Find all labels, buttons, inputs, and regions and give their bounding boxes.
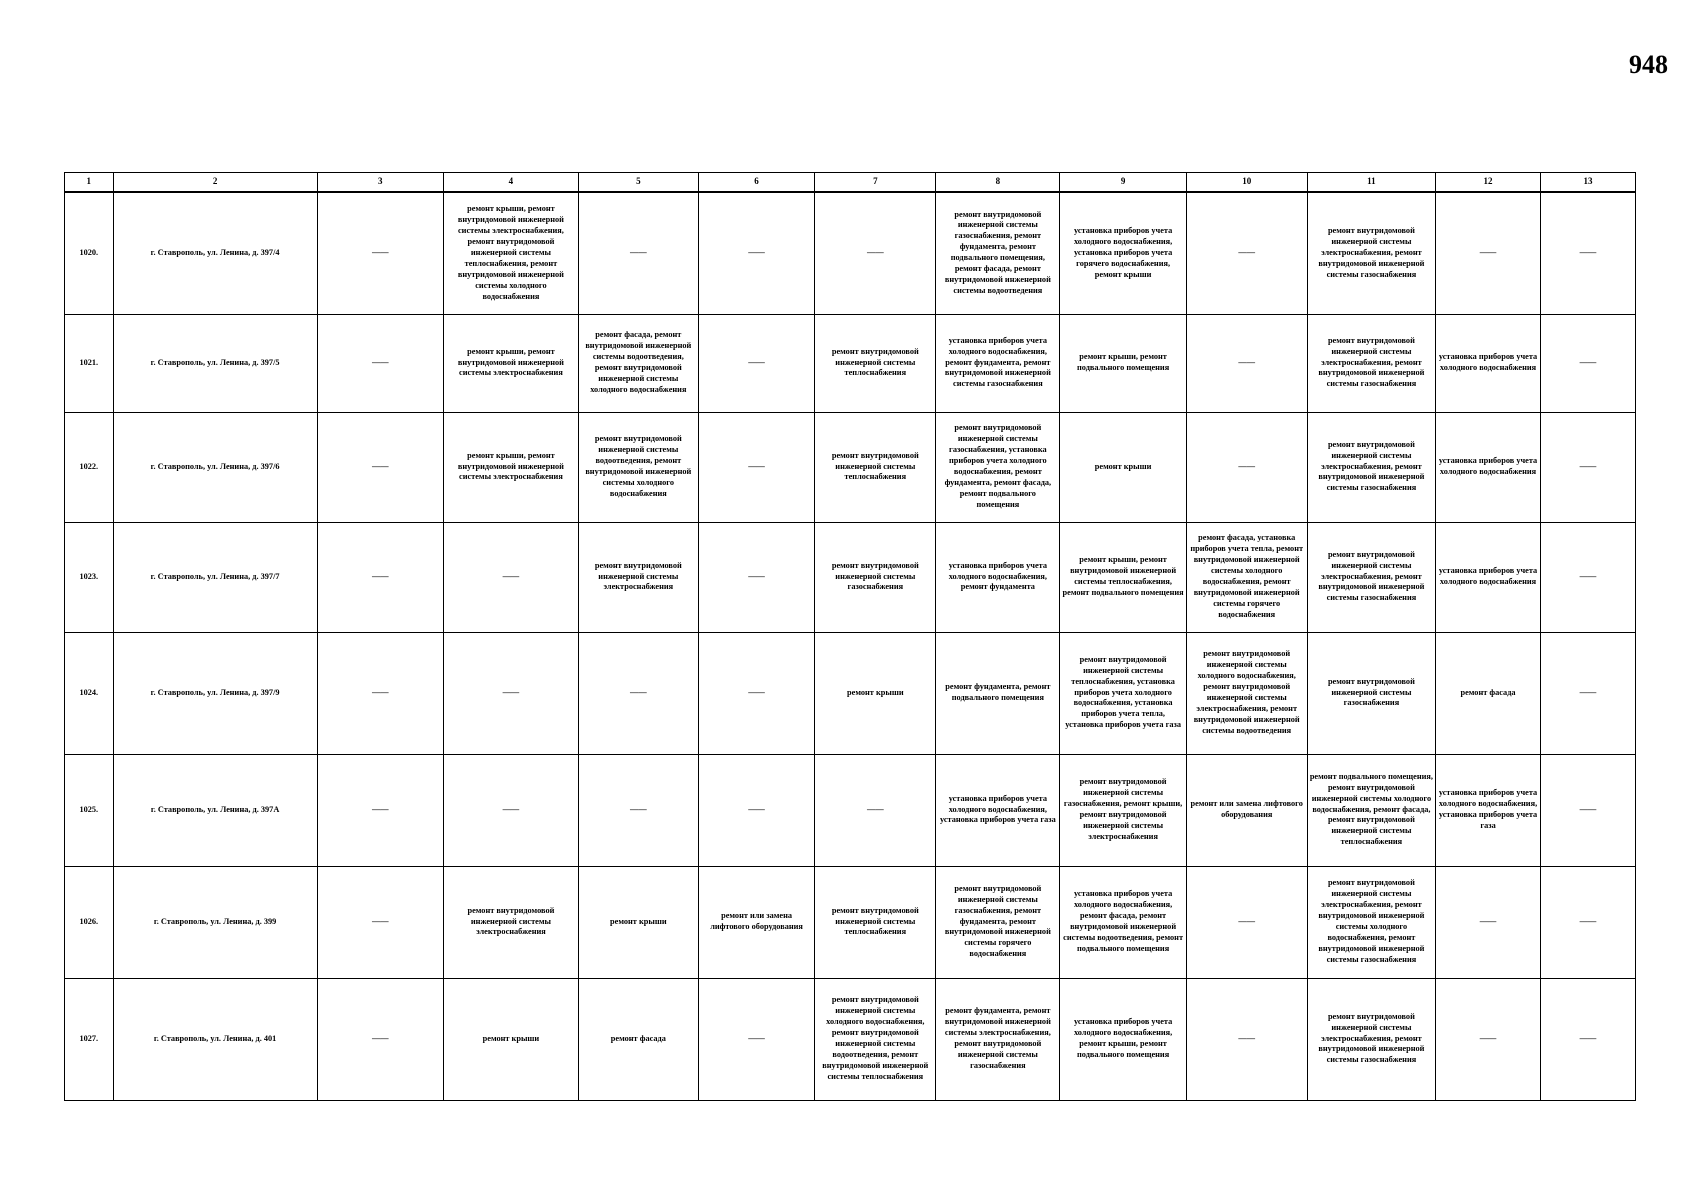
table-cell: —— — [317, 192, 443, 314]
table-cell: ремонт крыши, ремонт внутридомовой инженерной системы электроснабжения — [443, 314, 578, 412]
table-cell: —— — [578, 192, 698, 314]
page-number: 948 — [1629, 50, 1668, 79]
table-cell: ремонт внутридомовой инженерной системы теплоснабжения, установка приборов учета холодного водоснабжения, установка приборов учета тепла, установка приборов учета газа — [1060, 632, 1186, 754]
column-number: 10 — [1186, 173, 1307, 193]
table-cell: ремонт внутридомовой инженерной системы газоснабжения — [1307, 632, 1435, 754]
table-cell: —— — [443, 754, 578, 866]
row-number: 1020. — [65, 192, 114, 314]
table-cell: ремонт внутридомовой инженерной системы газоснабжения, ремонт фундамента, ремонт внутридомовой инженерной системы горячего водоснабжения — [936, 866, 1060, 978]
table-cell: —— — [1186, 412, 1307, 522]
table-cell: ремонт внутридомовой инженерной системы электроснабжения — [578, 522, 698, 632]
column-number: 12 — [1436, 173, 1541, 193]
table-cell: —— — [698, 412, 815, 522]
table-row — [65, 978, 1636, 1100]
table-cell: —— — [1540, 866, 1635, 978]
table-cell: —— — [1186, 314, 1307, 412]
table-cell: ремонт фасада — [578, 978, 698, 1100]
column-number: 6 — [698, 173, 815, 193]
table-cell: —— — [443, 522, 578, 632]
table-cell: —— — [317, 754, 443, 866]
table-cell: —— — [1436, 866, 1541, 978]
table-cell: ремонт крыши — [1060, 412, 1186, 522]
table-cell: ремонт внутридомовой инженерной системы электроснабжения, ремонт внутридомовой инженерной системы газоснабжения — [1307, 314, 1435, 412]
column-number: 5 — [578, 173, 698, 193]
table-cell: ремонт внутридомовой инженерной системы электроснабжения, ремонт внутридомовой инженерной системы газоснабжения — [1307, 192, 1435, 314]
table-cell: —— — [1540, 522, 1635, 632]
table-cell: ремонт внутридомовой инженерной системы газоснабжения, ремонт крыши, ремонт внутридомовой инженерной системы электроснабжения — [1060, 754, 1186, 866]
table-cell: ремонт внутридомовой инженерной системы газоснабжения, установка приборов учета холодного водоснабжения, ремонт фундамента, ремонт фасада, ремонт подвального помещения — [936, 412, 1060, 522]
table-cell: ремонт крыши, ремонт подвального помещения — [1060, 314, 1186, 412]
row-number: 1023. — [65, 522, 114, 632]
row-number: 1027. — [65, 978, 114, 1100]
table-cell: —— — [1186, 978, 1307, 1100]
table-cell: —— — [317, 314, 443, 412]
table-cell: —— — [698, 754, 815, 866]
table-cell: ремонт крыши — [815, 632, 936, 754]
table-row — [65, 522, 1636, 632]
table-cell: ремонт фасада — [1436, 632, 1541, 754]
table-cell: —— — [1540, 754, 1635, 866]
column-number: 13 — [1540, 173, 1635, 193]
table-cell: —— — [317, 412, 443, 522]
table-cell: ремонт подвального помещения, ремонт внутридомовой инженерной системы холодного водоснабжения, ремонт фасада, ремонт внутридомовой инженерной системы теплоснабжения — [1307, 754, 1435, 866]
table-cell: ремонт крыши — [578, 866, 698, 978]
table-cell: —— — [1540, 412, 1635, 522]
table-cell: —— — [1540, 978, 1635, 1100]
table-cell: ремонт внутридомовой инженерной системы газоснабжения, ремонт фундамента, ремонт подвального помещения, ремонт фасада, ремонт внутридомовой инженерной системы водоотведения — [936, 192, 1060, 314]
table-cell: установка приборов учета холодного водоснабжения, ремонт фасада, ремонт внутридомовой инженерной системы водоотведения, ремонт подвального помещения — [1060, 866, 1186, 978]
table-cell: ремонт крыши — [443, 978, 578, 1100]
table-cell: ремонт фундамента, ремонт подвального помещения — [936, 632, 1060, 754]
table-cell: —— — [578, 632, 698, 754]
table-row — [65, 412, 1636, 522]
table-cell: ремонт крыши, ремонт внутридомовой инженерной системы теплоснабжения, ремонт подвального помещения — [1060, 522, 1186, 632]
table-cell: —— — [1436, 978, 1541, 1100]
row-number: 1022. — [65, 412, 114, 522]
table-cell: ремонт внутридомовой инженерной системы водоотведения, ремонт внутридомовой инженерной системы холодного водоснабжения — [578, 412, 698, 522]
table-cell: ремонт фасада, установка приборов учета тепла, ремонт внутридомовой инженерной системы холодного водоснабжения, ремонт внутридомовой инженерной системы горячего водоснабжения — [1186, 522, 1307, 632]
table-cell: —— — [317, 522, 443, 632]
column-number: 7 — [815, 173, 936, 193]
address-cell: г. Ставрополь, ул. Ленина, д. 399 — [113, 866, 317, 978]
row-number: 1026. — [65, 866, 114, 978]
table-cell: —— — [443, 632, 578, 754]
table-cell: установка приборов учета холодного водоснабжения, ремонт крыши, ремонт подвального помещения — [1060, 978, 1186, 1100]
table-cell: установка приборов учета холодного водоснабжения, установка приборов учета газа — [936, 754, 1060, 866]
table-cell: ремонт фундамента, ремонт внутридомовой инженерной системы электроснабжения, ремонт внутридомовой инженерной системы газоснабжения — [936, 978, 1060, 1100]
column-number: 9 — [1060, 173, 1186, 193]
table-cell: ремонт внутридомовой инженерной системы теплоснабжения — [815, 314, 936, 412]
table-cell: установка приборов учета холодного водоснабжения — [1436, 412, 1541, 522]
column-number: 4 — [443, 173, 578, 193]
column-number: 11 — [1307, 173, 1435, 193]
address-cell: г. Ставрополь, ул. Ленина, д. 401 — [113, 978, 317, 1100]
table-cell: —— — [815, 192, 936, 314]
table-cell: установка приборов учета холодного водоснабжения — [1436, 522, 1541, 632]
table-cell: —— — [317, 632, 443, 754]
table-cell: —— — [698, 522, 815, 632]
table-cell: ремонт внутридомовой инженерной системы холодного водоснабжения, ремонт внутридомовой инженерной системы электроснабжения, ремонт внутридомовой инженерной системы водоотведения — [1186, 632, 1307, 754]
table-cell: —— — [317, 978, 443, 1100]
table-cell: ремонт внутридомовой инженерной системы электроснабжения — [443, 866, 578, 978]
table-row — [65, 866, 1636, 978]
table-cell: ремонт внутридомовой инженерной системы теплоснабжения — [815, 866, 936, 978]
table-cell: —— — [1540, 632, 1635, 754]
table-cell: —— — [698, 978, 815, 1100]
table-cell: —— — [698, 192, 815, 314]
table-cell: установка приборов учета холодного водоснабжения — [1436, 314, 1541, 412]
address-cell: г. Ставрополь, ул. Ленина, д. 397/7 — [113, 522, 317, 632]
column-number-row — [65, 173, 1636, 193]
table-cell: ремонт внутридомовой инженерной системы электроснабжения, ремонт внутридомовой инженерной системы холодного водоснабжения, ремонт внутридомовой инженерной системы газоснабжения — [1307, 866, 1435, 978]
table-cell: —— — [1436, 192, 1541, 314]
table-cell: —— — [815, 754, 936, 866]
table-cell: ремонт внутридомовой инженерной системы электроснабжения, ремонт внутридомовой инженерной системы газоснабжения — [1307, 978, 1435, 1100]
table-cell: —— — [1186, 866, 1307, 978]
table-row — [65, 754, 1636, 866]
address-cell: г. Ставрополь, ул. Ленина, д. 397/5 — [113, 314, 317, 412]
table-cell: ремонт внутридомовой инженерной системы электроснабжения, ремонт внутридомовой инженерной системы газоснабжения — [1307, 412, 1435, 522]
table-cell: ремонт или замена лифтового оборудования — [1186, 754, 1307, 866]
table-cell: —— — [1186, 192, 1307, 314]
row-number: 1025. — [65, 754, 114, 866]
row-number: 1021. — [65, 314, 114, 412]
address-cell: г. Ставрополь, ул. Ленина, д. 397/6 — [113, 412, 317, 522]
table-cell: ремонт крыши, ремонт внутридомовой инженерной системы электроснабжения, ремонт внутридомовой инженерной системы теплоснабжения, ремонт внутридомовой инженерной системы холодного водоснабжения — [443, 192, 578, 314]
table-row — [65, 192, 1636, 314]
table-cell: —— — [578, 754, 698, 866]
table-cell: ремонт внутридомовой инженерной системы газоснабжения — [815, 522, 936, 632]
table-cell: ремонт внутридомовой инженерной системы холодного водоснабжения, ремонт внутридомовой инженерной системы водоотведения, ремонт внутридомовой инженерной системы теплоснабжения — [815, 978, 936, 1100]
column-number: 3 — [317, 173, 443, 193]
column-number: 2 — [113, 173, 317, 193]
table-cell: —— — [1540, 314, 1635, 412]
table-cell: —— — [1540, 192, 1635, 314]
column-number: 1 — [65, 173, 114, 193]
repair-schedule-table — [64, 172, 1636, 1101]
table-cell: установка приборов учета холодного водоснабжения, установка приборов учета горячего водоснабжения, ремонт крыши — [1060, 192, 1186, 314]
table-cell: установка приборов учета холодного водоснабжения, ремонт фундамента — [936, 522, 1060, 632]
row-number: 1024. — [65, 632, 114, 754]
table-cell: установка приборов учета холодного водоснабжения, установка приборов учета газа — [1436, 754, 1541, 866]
address-cell: г. Ставрополь, ул. Ленина, д. 397/9 — [113, 632, 317, 754]
table-cell: ремонт фасада, ремонт внутридомовой инженерной системы водоотведения, ремонт внутридомовой инженерной системы холодного водоснабжения — [578, 314, 698, 412]
table-cell: установка приборов учета холодного водоснабжения, ремонт фундамента, ремонт внутридомовой инженерной системы газоснабжения — [936, 314, 1060, 412]
address-cell: г. Ставрополь, ул. Ленина, д. 397/4 — [113, 192, 317, 314]
table-row — [65, 314, 1636, 412]
table-cell: ремонт или замена лифтового оборудования — [698, 866, 815, 978]
table-row — [65, 632, 1636, 754]
column-number: 8 — [936, 173, 1060, 193]
table-cell: —— — [698, 314, 815, 412]
table-cell: ремонт внутридомовой инженерной системы электроснабжения, ремонт внутридомовой инженерной системы газоснабжения — [1307, 522, 1435, 632]
table-cell: ремонт крыши, ремонт внутридомовой инженерной системы электроснабжения — [443, 412, 578, 522]
address-cell: г. Ставрополь, ул. Ленина, д. 397А — [113, 754, 317, 866]
table-cell: ремонт внутридомовой инженерной системы теплоснабжения — [815, 412, 936, 522]
table-cell: —— — [317, 866, 443, 978]
table-cell: —— — [698, 632, 815, 754]
